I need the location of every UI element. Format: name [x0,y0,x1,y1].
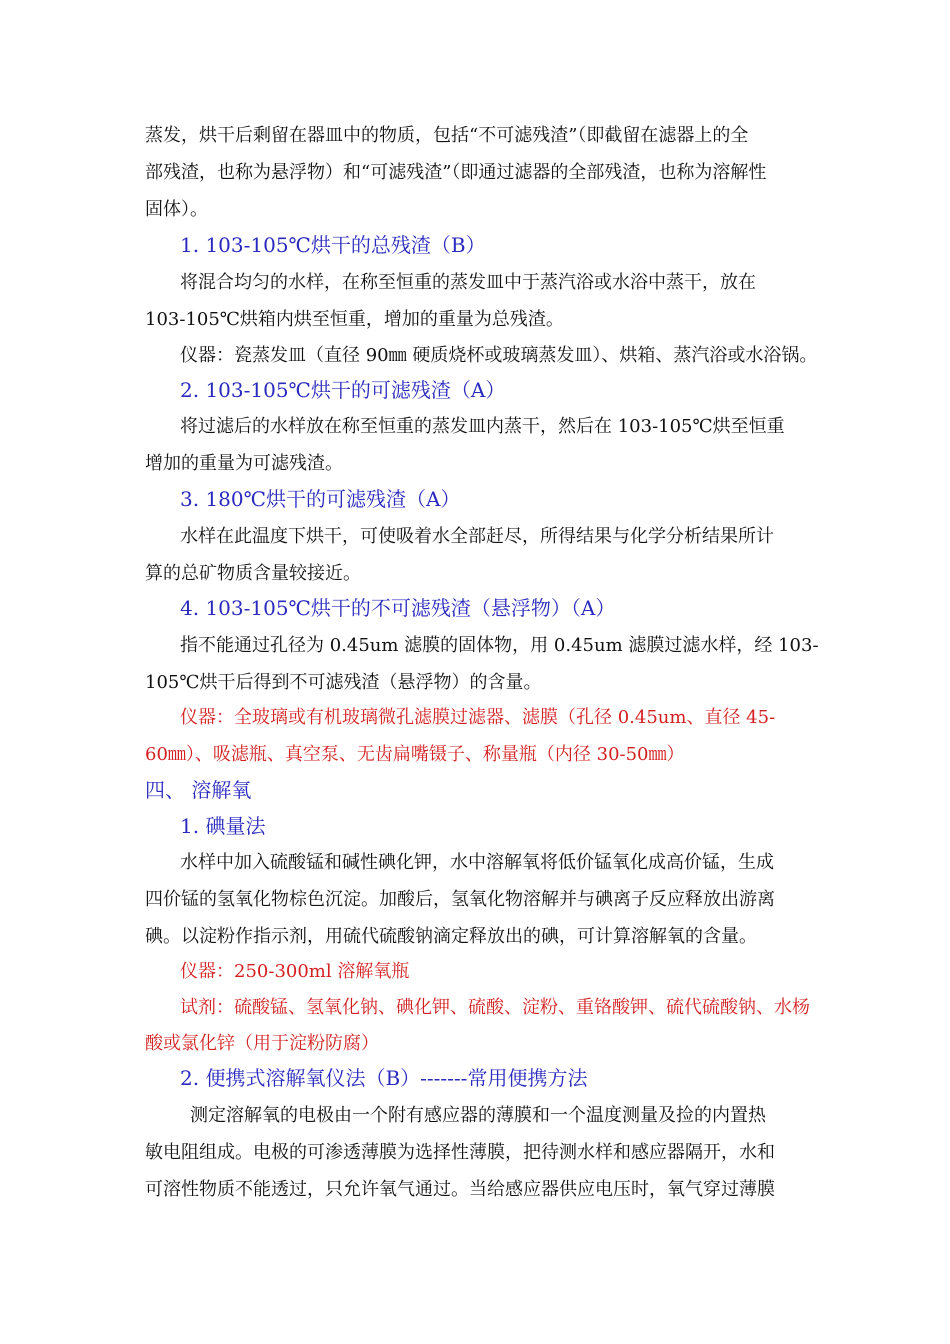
paragraph-line: 敏电阻组成。电极的可渗透薄膜为选择性薄膜，把待测水样和感应器隔开，水和 [145,1142,775,1163]
paragraph-line: 可溶性物质不能透过，只允许氧气通过。当给感应器供应电压时，氧气穿过薄膜 [145,1179,775,1200]
paragraph-line: 指不能通过孔径为 0.45um 滤膜的固体物，用 0.45um 滤膜过滤水样，经 103- [180,635,819,656]
section-heading: 2. 103-105℃烘干的可滤残渣（A） [180,378,506,402]
reagents-line: 酸或氯化锌（用于淀粉防腐） [145,1033,379,1054]
paragraph-line: 增加的重量为可滤残渣。 [145,453,343,474]
paragraph-line: 固体）。 [145,199,208,220]
instruments-line: 仪器：瓷蒸发皿（直径 90㎜ 硬质烧杯或玻璃蒸发皿）、烘箱、蒸汽浴或水浴锅。 [180,345,818,366]
reagents-line: 试剂：硫酸锰、氢氧化钠、碘化钾、硫酸、淀粉、重铬酸钾、硫代硫酸钠、水杨 [180,997,810,1018]
paragraph-line: 蒸发，烘干后剩留在器皿中的物质，包括“不可滤残渣”（即截留在滤器上的全 [145,125,749,146]
paragraph-line: 将过滤后的水样放在称至恒重的蒸发皿内蒸干，然后在 103-105℃烘至恒重 [180,416,785,437]
paragraph-line: 水样中加入硫酸锰和碱性碘化钾，水中溶解氧将低价锰氧化成高价锰，生成 [180,852,774,873]
paragraph-line: 部残渣，也称为悬浮物）和“可滤残渣”（即通过滤器的全部残渣，也称为溶解性 [145,162,767,183]
paragraph-line: 测定溶解氧的电极由一个附有感应器的薄膜和一个温度测量及捡的内置热 [190,1105,766,1126]
paragraph-line: 105℃烘干后得到不可滤残渣（悬浮物）的含量。 [145,672,542,693]
section-heading: 3. 180℃烘干的可滤残渣（A） [180,487,461,511]
instruments-line: 仪器：250-300ml 溶解氧瓶 [180,961,410,982]
section-heading: 2. 便携式溶解氧仪法（B）-------常用便携方法 [180,1066,588,1090]
paragraph-line: 水样在此温度下烘干，可使吸着水全部赶尽，所得结果与化学分析结果所计 [180,526,774,547]
paragraph-line: 四价锰的氢氧化物棕色沉淀。加酸后，氢氧化物溶解并与碘离子反应释放出游离 [145,889,775,910]
section-heading: 1. 碘量法 [180,814,266,838]
instruments-line: 仪器：全玻璃或有机玻璃微孔滤膜过滤器、滤膜（孔径 0.45um、直径 45- [180,707,776,728]
paragraph-line: 将混合均匀的水样，在称至恒重的蒸发皿中于蒸汽浴或水浴中蒸干，放在 [180,272,756,293]
section-heading: 1. 103-105℃烘干的总残渣（B） [180,233,486,257]
paragraph-line: 103-105℃烘箱内烘至恒重，增加的重量为总残渣。 [145,309,564,330]
paragraph-line: 碘。以淀粉作指示剂，用硫代硫酸钠滴定释放出的碘，可计算溶解氧的含量。 [145,926,757,947]
instruments-line: 60㎜）、吸滤瓶、真空泵、无齿扁嘴镊子、称量瓶（内径 30-50㎜） [145,744,685,765]
section-heading: 4. 103-105℃烘干的不可滤残渣（悬浮物）（A） [180,596,616,620]
paragraph-line: 算的总矿物质含量较接近。 [145,563,361,584]
chapter-heading: 四、 溶解氧 [145,778,252,802]
